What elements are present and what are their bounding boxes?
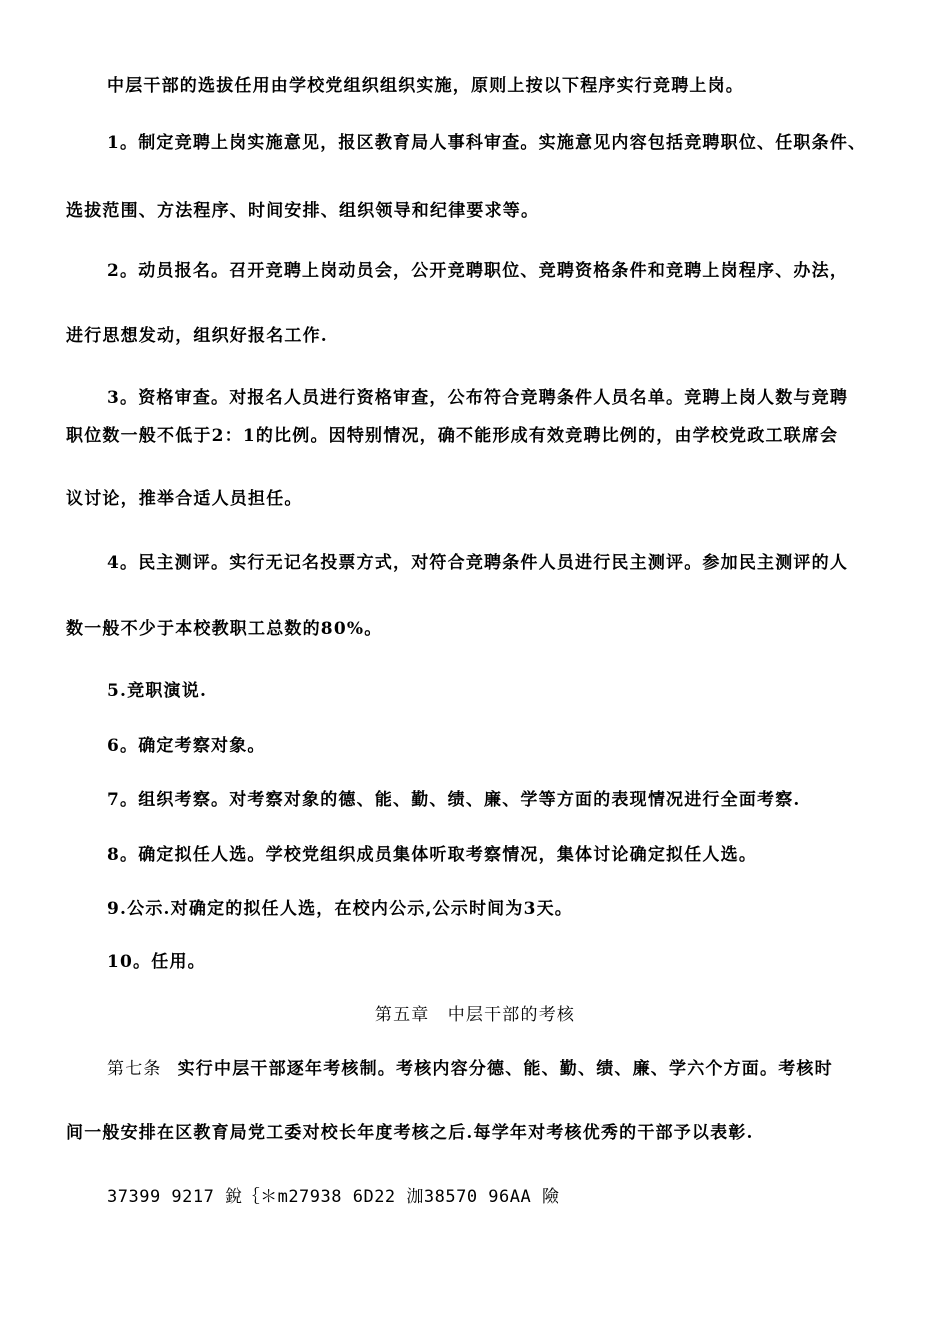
step-1-line-1: 1。制定竞聘上岗实施意见，报区教育局人事科审查。实施意见内容包括竞聘职位、任职条件、 xyxy=(107,133,867,153)
step-4-line-2: 数一般不少于本校教职工总数的80%。 xyxy=(66,619,383,639)
article-7-line-1 xyxy=(107,1057,833,1081)
footer-code: 37399 9217 銳｛＊m27938 6D22 泇38570 96AA 險 xyxy=(107,1187,560,1207)
step-5: 5.竞职演说. xyxy=(107,681,208,701)
step-6: 6。确定考察对象。 xyxy=(107,736,266,756)
step-7: 7。组织考察。对考察对象的德、能、勤、绩、廉、学等方面的表现情况进行全面考察. xyxy=(107,790,801,810)
intro-paragraph: 中层干部的选拔任用由学校党组织组织实施，原则上按以下程序实行竞聘上岗。 xyxy=(107,76,744,96)
article-7-head: 第七条 xyxy=(107,1059,162,1079)
article-7-line-2: 间一般安排在区教育局党工委对校长年度考核之后.每学年对考核优秀的干部予以表彰. xyxy=(66,1123,754,1143)
article-7-text: 实行中层干部逐年考核制。考核内容分德、能、勤、绩、廉、学六个方面。考核时 xyxy=(177,1059,833,1079)
step-10: 10。任用。 xyxy=(107,952,206,972)
step-4-line-1: 4。民主测评。实行无记名投票方式，对符合竞聘条件人员进行民主测评。参加民主测评的人 xyxy=(107,553,849,573)
step-8: 8。确定拟任人选。学校党组织成员集体听取考察情况，集体讨论确定拟任人选。 xyxy=(107,845,758,865)
chapter-title: 第五章 中层干部的考核 xyxy=(374,1005,576,1025)
step-3-line-2: 职位数一般不低于2：1的比例。因特别情况，确不能形成有效竞聘比例的，由学校党政工联席会 xyxy=(66,426,839,446)
step-2-line-2: 进行思想发动，组织好报名工作. xyxy=(66,326,328,346)
step-2-line-1: 2。动员报名。召开竞聘上岗动员会，公开竞聘职位、竞聘资格条件和竞聘上岗程序、办法， xyxy=(107,261,849,281)
step-3-line-1: 3。资格审查。对报名人员进行资格审查，公布符合竞聘条件人员名单。竞聘上岗人数与竞聘 xyxy=(107,388,849,408)
step-1-line-2: 选拔范围、方法程序、时间安排、组织领导和纪律要求等。 xyxy=(66,201,540,221)
step-3-line-3: 议讨论，推举合适人员担任。 xyxy=(66,489,303,509)
step-9: 9.公示.对确定的拟任人选，在校内公示,公示时间为3天。 xyxy=(107,899,574,919)
